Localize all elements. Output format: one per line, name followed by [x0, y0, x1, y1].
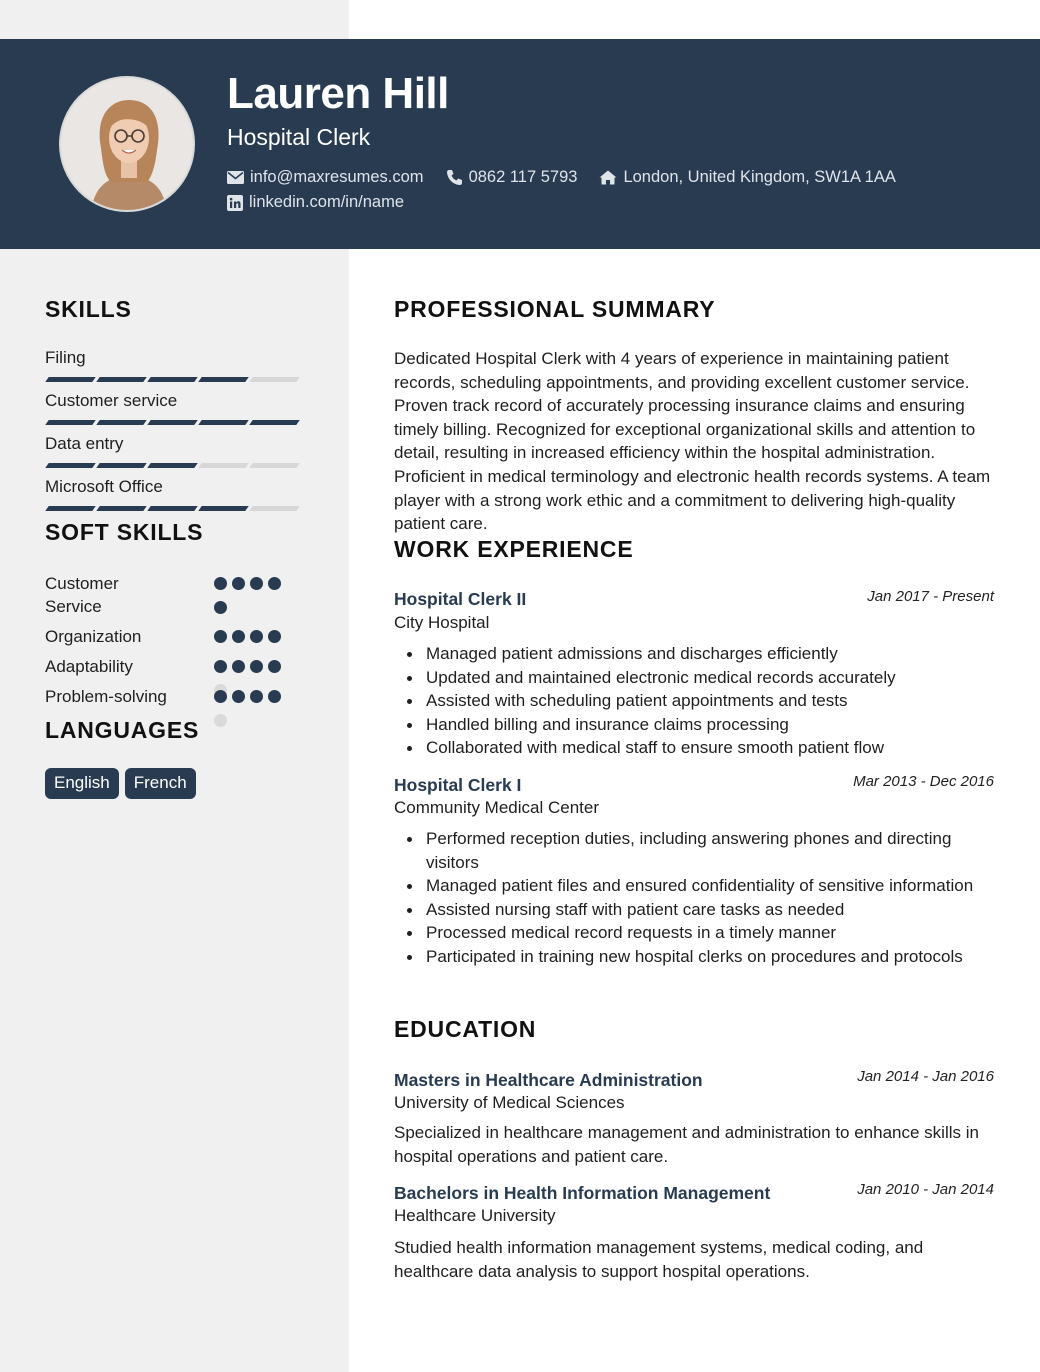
- rating-segment-filled: [96, 377, 147, 382]
- profile-photo: [61, 78, 195, 212]
- duty-item: Assisted nursing staff with patient care tasks as needed: [394, 898, 994, 922]
- envelope-icon: [227, 171, 244, 184]
- skill-name: Data entry: [45, 434, 124, 453]
- skill-name: Customer service: [45, 391, 178, 410]
- job-company: City Hospital: [394, 613, 490, 632]
- avatar: [59, 76, 195, 212]
- email-text: info@maxresumes.com: [250, 168, 424, 186]
- skill-name: Microsoft Office: [45, 477, 163, 496]
- degree-title: Bachelors in Health Information Management: [394, 1183, 771, 1203]
- phone-text: 0862 117 5793: [468, 168, 578, 186]
- rating-segment-filled: [45, 420, 96, 425]
- education-description: Studied health information management systems, medical coding, and healthcare data analysis to support hospital operations.: [394, 1238, 924, 1281]
- resume-header: [0, 39, 1040, 249]
- experience-heading: WORK EXPERIENCE: [394, 536, 634, 562]
- duty-item: Managed patient files and ensured confidentiality of sensitive information: [394, 874, 994, 898]
- phone-icon: [446, 169, 463, 186]
- job-dates: Mar 2013 - Dec 2016: [853, 773, 994, 790]
- job-company: Community Medical Center: [394, 798, 600, 817]
- education-heading: EDUCATION: [394, 1016, 537, 1042]
- rating-segment-filled: [45, 377, 96, 382]
- rating-dot-filled: [250, 577, 263, 590]
- language-tags: [45, 768, 202, 799]
- rating-segment-filled: [249, 420, 300, 425]
- skill-rating: [47, 377, 302, 382]
- rating-segment-filled: [147, 377, 198, 382]
- duty-item: Handled billing and insurance claims processing: [394, 713, 1000, 737]
- skills-heading: SKILLS: [45, 296, 132, 322]
- candidate-name: Lauren Hill: [227, 69, 449, 118]
- rating-segment-filled: [198, 506, 249, 511]
- rating-dot-filled: [214, 630, 227, 643]
- linkedin-icon: [227, 195, 243, 211]
- rating-dot-filled: [232, 690, 245, 703]
- language-tag: French: [125, 768, 196, 799]
- skill-rating: [47, 420, 302, 425]
- rating-dot-filled: [214, 601, 227, 614]
- education-dates: Jan 2014 - Jan 2016: [857, 1068, 994, 1085]
- rating-dot-empty: [214, 714, 227, 727]
- rating-dot-filled: [268, 577, 281, 590]
- duty-item: Processed medical record requests in a timely manner: [394, 921, 994, 945]
- soft-skill-rating: [214, 690, 288, 738]
- rating-dot-filled: [232, 630, 245, 643]
- soft-skill-name: Adaptability: [45, 657, 133, 676]
- rating-segment-filled: [96, 506, 147, 511]
- language-tag: English: [45, 768, 119, 799]
- rating-dot-filled: [214, 660, 227, 673]
- rating-dot-filled: [250, 690, 263, 703]
- soft-skill-name: Customer Service: [45, 574, 119, 616]
- soft-skill-name: Organization: [45, 627, 142, 646]
- duty-item: Participated in training new hospital clerks on procedures and protocols: [394, 945, 994, 969]
- job-dates: Jan 2017 - Present: [867, 588, 994, 605]
- rating-segment-filled: [96, 420, 147, 425]
- rating-dot-filled: [268, 630, 281, 643]
- rating-dot-filled: [268, 690, 281, 703]
- school-name: Healthcare University: [394, 1206, 556, 1225]
- soft-skills-heading: SOFT SKILLS: [45, 519, 204, 545]
- degree-title: Masters in Healthcare Administration: [394, 1070, 703, 1090]
- duty-item: Collaborated with medical staff to ensure smooth patient flow: [394, 736, 1000, 760]
- linkedin-text: linkedin.com/in/name: [249, 193, 404, 211]
- rating-segment-empty: [249, 377, 300, 382]
- home-icon: [599, 170, 617, 185]
- summary-text: Dedicated Hospital Clerk with 4 years of experience in maintaining patient records, scheduling appointments, and providing excellent customer service. Proven track record of accurately processing insurance claims and ensuring timely billing. Recognized for exceptional organizational skills and attention to detail, resulting in increased efficiency within the hospital administration. Proficient in medical terminology and electronic health records systems. A team player with a strong work ethic and a commitment to delivering high-quality patient care.: [394, 349, 991, 534]
- job-title: Hospital Clerk II: [394, 589, 527, 609]
- skill-name: Filing: [45, 348, 86, 367]
- languages-heading: LANGUAGES: [45, 717, 200, 743]
- education-dates: Jan 2010 - Jan 2014: [857, 1181, 994, 1198]
- rating-segment-filled: [198, 377, 249, 382]
- contact-row-secondary: [227, 193, 426, 212]
- rating-segment-filled: [147, 506, 198, 511]
- contact-phone[interactable]: [446, 168, 578, 187]
- rating-segment-filled: [45, 506, 96, 511]
- school-name: University of Medical Sciences: [394, 1093, 625, 1112]
- job-duties: [394, 642, 1000, 760]
- rating-dot-filled: [268, 660, 281, 673]
- rating-segment-filled: [147, 420, 198, 425]
- rating-dot-filled: [232, 577, 245, 590]
- contact-email[interactable]: [227, 168, 424, 187]
- duty-item: Updated and maintained electronic medical records accurately: [394, 666, 1000, 690]
- rating-segment-filled: [198, 420, 249, 425]
- summary-heading: PROFESSIONAL SUMMARY: [394, 296, 716, 322]
- rating-dot-filled: [232, 660, 245, 673]
- contact-location: [599, 168, 895, 187]
- duty-item: Performed reception duties, including answering phones and directing visitors: [394, 827, 994, 874]
- soft-skill-rating: [214, 630, 288, 654]
- rating-dot-filled: [250, 630, 263, 643]
- rating-segment-empty: [198, 463, 249, 468]
- rating-dot-filled: [214, 577, 227, 590]
- job-duties: [394, 827, 994, 969]
- skill-rating: [47, 463, 302, 468]
- rating-dot-filled: [214, 690, 227, 703]
- location-text: London, United Kingdom, SW1A 1AA: [623, 168, 896, 186]
- rating-dot-filled: [250, 660, 263, 673]
- rating-segment-filled: [147, 463, 198, 468]
- rating-segment-empty: [249, 506, 300, 511]
- rating-segment-filled: [96, 463, 147, 468]
- duty-item: Managed patient admissions and discharges efficiently: [394, 642, 1000, 666]
- education-description: Specialized in healthcare management and administration to enhance skills in hospital operations and patient care.: [394, 1123, 979, 1166]
- contact-linkedin[interactable]: [227, 193, 404, 212]
- skill-rating: [47, 506, 302, 511]
- duty-item: Assisted with scheduling patient appointments and tests: [394, 689, 1000, 713]
- job-title: Hospital Clerk I: [394, 775, 522, 795]
- soft-skill-rating: [214, 577, 288, 625]
- soft-skill-name: Problem-solving: [45, 687, 167, 706]
- contact-row-primary: [227, 168, 918, 187]
- candidate-role: Hospital Clerk: [227, 124, 371, 150]
- rating-segment-filled: [45, 463, 96, 468]
- rating-segment-empty: [249, 463, 300, 468]
